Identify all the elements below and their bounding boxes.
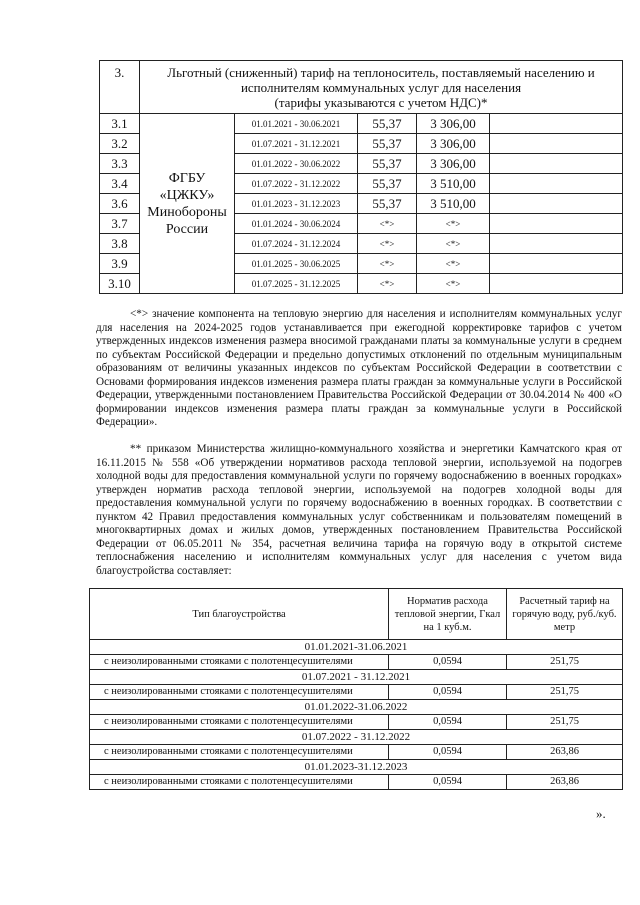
closing-quote: ». [596,806,606,821]
row-number: 3.7 [100,214,140,234]
period-cell: 01.07.2021 - 31.12.2021 [235,134,358,154]
period-row [90,640,623,655]
norm-cell: 0,0594 [389,745,507,760]
hot-water-row [90,745,623,760]
hot-water-table-header-row [90,589,623,640]
value-cell: <*> [417,254,490,274]
period-row [90,670,623,685]
tariff-cell: 251,75 [507,655,623,670]
period-row [90,760,623,775]
hot-water-row [90,655,623,670]
empty-cell [490,174,623,194]
value-cell: 3 306,00 [417,114,490,134]
empty-cell [490,154,623,174]
column-header-norm: Норматив расхода тепловой энергии, Гкал на 1 куб.м. [389,589,507,640]
empty-cell [490,274,623,294]
norm-cell: 0,0594 [389,655,507,670]
row-number: 3.4 [100,174,140,194]
period-label: 01.07.2021 - 31.12.2021 [90,670,623,685]
value-cell: <*> [358,254,417,274]
column-header-tariff: Расчетный тариф на горячую воду, руб./куб. метр [507,589,623,640]
period-cell: 01.01.2024 - 30.06.2024 [235,214,358,234]
hot-water-row [90,775,623,790]
row-number: 3.3 [100,154,140,174]
period-label: 01.01.2023-31.12.2023 [90,760,623,775]
row-number: 3.6 [100,194,140,214]
value-cell: <*> [417,234,490,254]
footnote-text-2: ** приказом Министерства жилищно-коммунального хозяйства и энергетики Камчатского края от 16.11.2015 № 558 «Об утверждении нормативов расхода тепловой энергии, используемой на подогрев холодной воды для предоставления коммунальной услуги по горячему водоснабжению в военных городках» утвержден норматив расхода тепловой энергии, используемой на подогрев холодной воды для предоставления коммунальной услуги по горячему водоснабжению в военных городках. В соответствии с пунктом 42 Правил предоставления коммунальных услуг собственникам и пользователям помещений в многоквартирных домах и жилых домов, утвержденных постановлением Правительства Российской Федерации от 06.05.2011 № 354, расчетная величина тарифа на горячую воду в открытой системе теплоснабжения населению и исполнителям коммунальных услуг для населения с учетом вида благоустройства составляет: [96,443,622,577]
norm-cell: 0,0594 [389,685,507,700]
tariff-cell: 263,86 [507,745,623,760]
column-header-type: Тип благоустройства [90,589,389,640]
period-cell: 01.07.2025 - 31.12.2025 [235,274,358,294]
hot-water-row [90,685,623,700]
tariff-table-header-row [100,61,623,114]
footnote-paragraph-2 [96,443,622,578]
empty-cell [490,194,623,214]
row-number: 3.10 [100,274,140,294]
footnote-paragraph-1 [96,308,622,430]
empty-cell [490,254,623,274]
org-line: Минобороны [147,204,227,220]
type-cell: с неизолированными стояками с полотенцесушителями [90,655,389,670]
tariff-table [99,60,623,294]
tariff-section-number: 3. [100,61,140,114]
value-cell: <*> [417,214,490,234]
value-cell: 3 306,00 [417,134,490,154]
tariff-cell: 251,75 [507,715,623,730]
tariff-cell: 251,75 [507,685,623,700]
tariff-title-line: (тарифы указываются с учетом НДС)* [274,94,488,110]
value-cell: <*> [358,234,417,254]
period-cell: 01.01.2022 - 30.06.2022 [235,154,358,174]
hot-water-table [89,588,623,790]
period-cell: 01.07.2022 - 31.12.2022 [235,174,358,194]
tariff-cell: 263,86 [507,775,623,790]
value-cell: <*> [358,274,417,294]
tariff-title-line: исполнителям коммунальных услуг для населения [240,79,522,95]
empty-cell [490,234,623,254]
type-cell: с неизолированными стояками с полотенцесушителями [90,685,389,700]
hot-water-row [90,715,623,730]
value-cell: 55,37 [358,154,417,174]
row-number: 3.1 [100,114,140,134]
period-label: 01.07.2022 - 31.12.2022 [90,730,623,745]
tariff-row [100,114,623,134]
footnote-text-1: <*> значение компонента на тепловую энергию для населения и исполнителям коммунальных услуг для населения на 2024-2025 годов устанавливается при ежегодной корректировке тарифов с учетом утвержденных индексов изменения размера вносимой гражданами платы за коммунальные услуги в среднем по субъектам Российской Федерации и предельно допустимых отклонений по отдельным муниципальным образованиям от величины указанных индексов по субъектам Российской Федерации в соответствии с Основами формирования индексов изменения размера платы граждан за коммунальные услуги в Российской Федерации, утвержденными постановлением Правительства Российской Федерации от 30.04.2014 № 400 «О формировании индексов изменения размера платы граждан за коммунальные услуги в Российской Федерации». [96,308,622,428]
value-cell: 55,37 [358,174,417,194]
type-cell: с неизолированными стояками с полотенцесушителями [90,775,389,790]
value-cell: <*> [358,214,417,234]
value-cell: 55,37 [358,114,417,134]
tariff-title-line: Льготный (сниженный) тариф на теплоноситель, поставляемый населению и [167,64,595,80]
org-line: «ЦЖКУ» [159,187,215,203]
type-cell: с неизолированными стояками с полотенцесушителями [90,745,389,760]
value-cell: 3 306,00 [417,154,490,174]
value-cell: 55,37 [358,134,417,154]
norm-cell: 0,0594 [389,715,507,730]
period-cell: 01.01.2025 - 30.06.2025 [235,254,358,274]
norm-cell: 0,0594 [389,775,507,790]
type-cell: с неизолированными стояками с полотенцесушителями [90,715,389,730]
value-cell: 3 510,00 [417,194,490,214]
org-line: России [165,221,209,237]
value-cell: 55,37 [358,194,417,214]
value-cell: <*> [417,274,490,294]
period-cell: 01.01.2021 - 30.06.2021 [235,114,358,134]
period-cell: 01.01.2023 - 31.12.2023 [235,194,358,214]
period-label: 01.01.2022-31.06.2022 [90,700,623,715]
empty-cell [490,114,623,134]
period-cell: 01.07.2024 - 31.12.2024 [235,234,358,254]
tariff-section-title [140,61,623,114]
row-number: 3.2 [100,134,140,154]
org-line: ФГБУ [168,170,206,186]
empty-cell [490,134,623,154]
empty-cell [490,214,623,234]
value-cell: 3 510,00 [417,174,490,194]
period-label: 01.01.2021-31.06.2021 [90,640,623,655]
row-number: 3.9 [100,254,140,274]
organization-cell [140,114,235,294]
row-number: 3.8 [100,234,140,254]
period-row [90,730,623,745]
period-row [90,700,623,715]
